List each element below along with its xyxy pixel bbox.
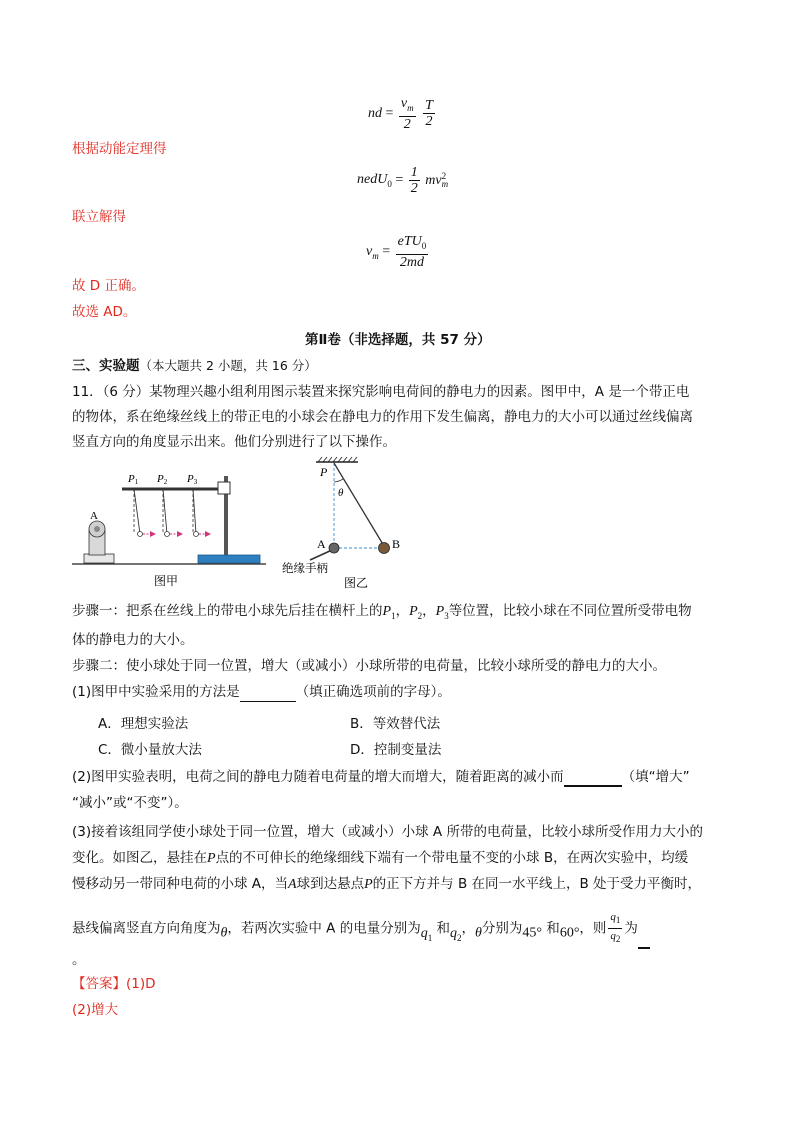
- equation-nd: nd = $\frac{v_m}{2}$ $\frac{T}{2}$: [368, 96, 433, 132]
- fig2-label-theta: θ: [338, 487, 344, 499]
- ball-a: [329, 543, 339, 553]
- figure-yi: [280, 456, 420, 590]
- fig2-label-handle: 绝缘手柄: [282, 561, 328, 575]
- solution-text-combine: 联立解得: [72, 209, 126, 225]
- fig2-label-p: P: [320, 465, 328, 479]
- option-c[interactable]: C．微小量放大法: [98, 742, 202, 758]
- step1-line1: 步骤一：把系在丝线上的带电小球先后挂在横杆上的$P_1$，$P_2$，$P_3$等位置，比较小球在不同位置所受带电物: [72, 603, 692, 621]
- ball-p3: [194, 532, 199, 537]
- equation-energy: nedU$_0$ = $\frac{1}{2}$ mv 2 m: [357, 165, 449, 196]
- fig1-caption: 图甲: [154, 574, 179, 588]
- fig2-caption: 图乙: [344, 576, 369, 590]
- sub3-blank[interactable]: [638, 933, 650, 949]
- step1-line2: 体的静电力的大小。: [72, 632, 194, 648]
- option-b[interactable]: B．等效替代法: [350, 716, 441, 732]
- ball-b: [379, 543, 390, 554]
- section3-heading: 三、实验题（本大题共 2 小题，共 16 分）: [72, 358, 317, 374]
- solution-text-choose-ad: 故选 AD。: [72, 304, 137, 320]
- solution-text-d-correct: 故 D 正确。: [72, 278, 145, 294]
- fig2-label-b: B: [392, 537, 401, 551]
- sub3-period: 。: [72, 952, 86, 968]
- sub3-line3: 慢移动另一带同种电荷的小球 A，当A球到达悬点P的正下方并与 B 在同一水平线上，B 处于受力平衡时，: [72, 876, 702, 892]
- stand-base: [198, 555, 260, 563]
- insulating-handle: [310, 550, 332, 560]
- sub1-blank[interactable]: [240, 687, 296, 702]
- string: [334, 463, 384, 546]
- sub3-line1: (3)接着该组同学使小球处于同一位置，增大（或减小）小球 A 所带的电荷量，比较小球所受作用力大小的: [72, 824, 703, 840]
- sub3-line4: 悬线偏离竖直方向角度为θ，若两次实验中 A 的电量分别为$q_1$ 和$q_2$，θ分别为45° 和60°，则 $\frac{q_1}{q_2}$ 为: [72, 910, 650, 949]
- ball-p1: [138, 532, 143, 537]
- part2-title: 第Ⅱ卷（非选择题，共 57 分）: [305, 332, 491, 348]
- option-d[interactable]: D．控制变量法: [350, 742, 442, 758]
- equation-vm: $v_m$ = $\frac{eTU_0}{2md}$: [366, 234, 427, 270]
- step2-line: 步骤二：使小球处于同一位置，增大（或减小）小球所带的电荷量，比较小球所受的静电力的大小。: [72, 658, 666, 674]
- ball-p2: [165, 532, 170, 537]
- q11-line2: 的物体，系在绝缘丝线上的带正电的小球会在静电力的作用下发生偏离，静电力的大小可以通过丝线偏离: [72, 409, 693, 425]
- fig1-label-p1: P1: [128, 473, 139, 486]
- sub3-line2: 变化。如图乙，悬挂在P点的不可伸长的绝缘细线下端有一个带电量不变的小球 B，在两次实验中，均缓: [72, 850, 689, 866]
- fig2-label-a: A: [317, 537, 326, 551]
- q11-line3: 竖直方向的角度显示出来。他们分别进行了以下操作。: [72, 434, 396, 450]
- solution-text-kinetic-theorem: 根据动能定理得: [72, 141, 167, 157]
- answer-line2: (2)增大: [72, 1002, 119, 1018]
- fig1-label-a: A: [90, 510, 98, 522]
- sub2-line2: “减小”或“不变”）。: [72, 795, 188, 811]
- figure-jia: [70, 462, 270, 588]
- option-a[interactable]: A．理想实验法: [98, 716, 189, 732]
- fig1-label-p3: P3: [187, 473, 198, 486]
- answer-line1: 【答案】(1)D: [72, 976, 156, 992]
- sub1-line: (1)图甲中实验采用的方法是 （填正确选项前的字母）。: [72, 684, 451, 700]
- fig1-label-p2: P2: [157, 473, 168, 486]
- sub2-blank[interactable]: [564, 771, 622, 787]
- q11-line1: 11．（6 分）某物理兴趣小组利用图示装置来探究影响电荷间的静电力的因素。图甲中，A 是一个带正电: [72, 384, 690, 400]
- sub2-line1: (2)图甲实验表明，电荷之间的静电力随着电荷量的增大而增大，随着距离的减小而 （填“增大”: [72, 769, 690, 785]
